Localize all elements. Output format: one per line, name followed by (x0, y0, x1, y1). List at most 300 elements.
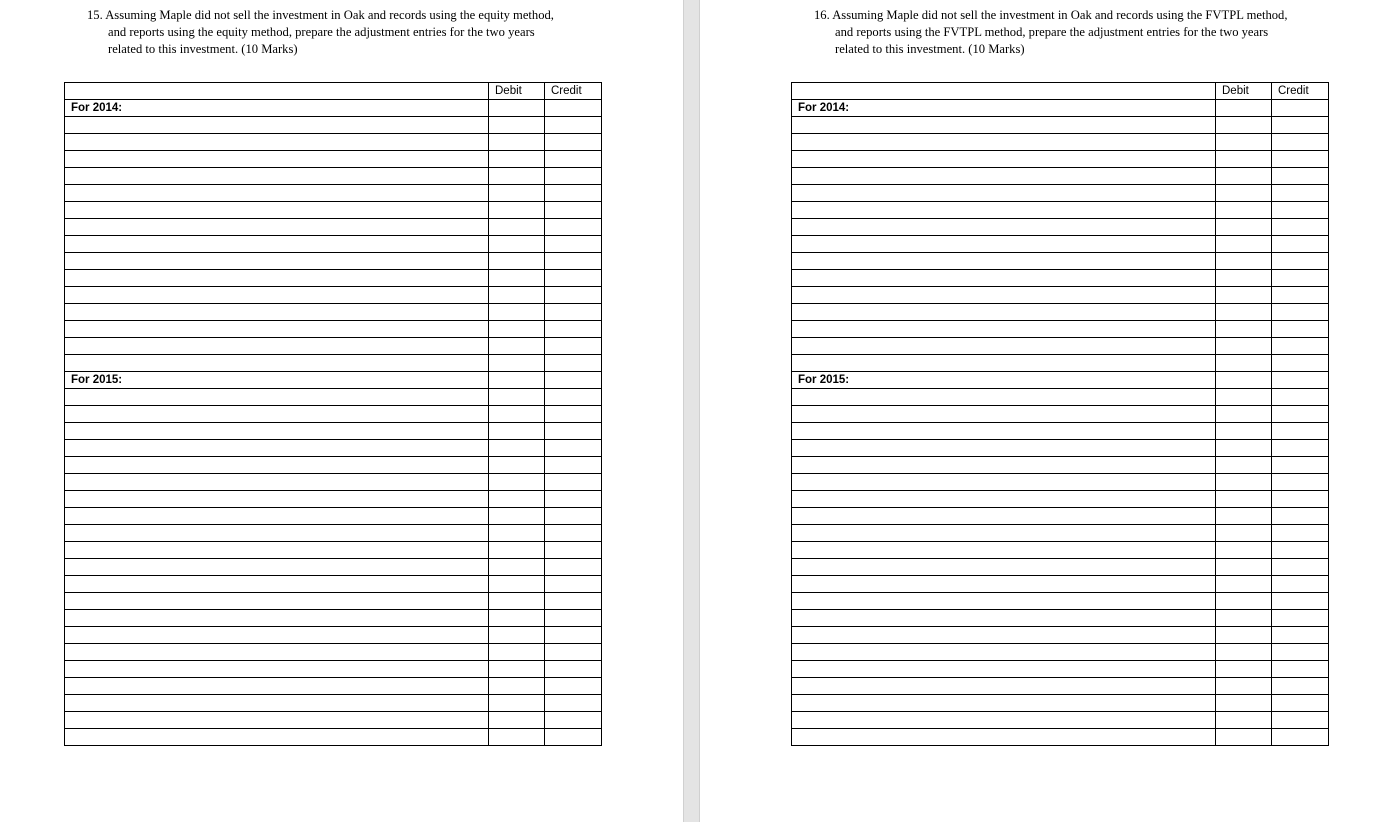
page-gutter (683, 0, 700, 822)
description-cell (792, 712, 1216, 729)
description-cell (65, 661, 489, 678)
credit-cell (1272, 423, 1329, 440)
table-row (65, 576, 602, 593)
debit-cell (1216, 355, 1272, 372)
table-row (792, 406, 1329, 423)
debit-cell (489, 219, 545, 236)
description-cell (792, 508, 1216, 525)
description-cell (792, 576, 1216, 593)
table-row (65, 542, 602, 559)
table-row (65, 134, 602, 151)
debit-cell (489, 423, 545, 440)
description-cell (792, 287, 1216, 304)
table-row (65, 253, 602, 270)
debit-cell (1216, 695, 1272, 712)
table-row (792, 661, 1329, 678)
debit-cell (1216, 542, 1272, 559)
table-row (65, 457, 602, 474)
debit-header: Debit (1216, 83, 1272, 100)
table-row (65, 610, 602, 627)
credit-cell (545, 355, 602, 372)
journal-entry-table-equity (64, 82, 602, 746)
credit-cell (1272, 593, 1329, 610)
debit-cell (1216, 593, 1272, 610)
question-line: related to this investment. (10 Marks) (108, 42, 298, 56)
debit-cell (489, 627, 545, 644)
credit-cell (545, 372, 602, 389)
table-row (792, 321, 1329, 338)
credit-cell (1272, 134, 1329, 151)
credit-cell (1272, 525, 1329, 542)
debit-cell (489, 457, 545, 474)
debit-cell (1216, 491, 1272, 508)
table-row (65, 202, 602, 219)
question-line: and reports using the equity method, prepare the adjustment entries for the two years (108, 25, 535, 39)
description-cell (65, 338, 489, 355)
credit-cell (1272, 610, 1329, 627)
description-cell (65, 440, 489, 457)
table-row (792, 287, 1329, 304)
description-cell (792, 559, 1216, 576)
credit-cell (1272, 627, 1329, 644)
debit-cell (489, 134, 545, 151)
description-cell (65, 406, 489, 423)
credit-cell (1272, 729, 1329, 746)
credit-cell (545, 321, 602, 338)
debit-cell (489, 338, 545, 355)
description-cell (792, 661, 1216, 678)
debit-header: Debit (489, 83, 545, 100)
description-cell (792, 117, 1216, 134)
description-cell (792, 729, 1216, 746)
credit-cell (545, 151, 602, 168)
debit-cell (1216, 100, 1272, 117)
table-header-row (792, 83, 1329, 100)
debit-cell (489, 695, 545, 712)
description-cell (792, 440, 1216, 457)
debit-cell (1216, 440, 1272, 457)
credit-cell (1272, 270, 1329, 287)
credit-cell (545, 593, 602, 610)
description-cell (65, 474, 489, 491)
table-row (792, 219, 1329, 236)
debit-cell (489, 440, 545, 457)
description-cell (792, 134, 1216, 151)
description-cell (65, 355, 489, 372)
description-cell (65, 644, 489, 661)
table-row (65, 661, 602, 678)
description-cell (65, 525, 489, 542)
debit-cell (489, 287, 545, 304)
credit-cell (1272, 508, 1329, 525)
description-cell (65, 542, 489, 559)
debit-cell (1216, 372, 1272, 389)
description-cell (792, 321, 1216, 338)
table-row (65, 372, 602, 389)
credit-cell (1272, 712, 1329, 729)
description-cell (65, 219, 489, 236)
credit-cell (545, 661, 602, 678)
debit-cell (489, 491, 545, 508)
table-row (792, 168, 1329, 185)
table-row (792, 134, 1329, 151)
table-row (65, 321, 602, 338)
table-row (65, 304, 602, 321)
table-row (792, 270, 1329, 287)
year-2014-label: For 2014: (65, 100, 489, 117)
debit-cell (1216, 287, 1272, 304)
table-row (65, 695, 602, 712)
credit-cell (1272, 355, 1329, 372)
credit-cell (545, 712, 602, 729)
credit-cell (1272, 389, 1329, 406)
credit-cell (1272, 338, 1329, 355)
table-row (65, 270, 602, 287)
table-row (792, 100, 1329, 117)
debit-cell (489, 610, 545, 627)
table-row (792, 508, 1329, 525)
debit-cell (1216, 236, 1272, 253)
debit-cell (489, 185, 545, 202)
description-cell (65, 508, 489, 525)
table-row (65, 440, 602, 457)
description-cell (792, 304, 1216, 321)
description-header-cell (792, 83, 1216, 100)
description-cell (792, 678, 1216, 695)
debit-cell (489, 474, 545, 491)
description-cell (792, 525, 1216, 542)
debit-cell (489, 151, 545, 168)
table-row (65, 389, 602, 406)
credit-cell (1272, 678, 1329, 695)
credit-cell (545, 423, 602, 440)
description-cell (792, 389, 1216, 406)
debit-cell (489, 389, 545, 406)
debit-cell (1216, 117, 1272, 134)
debit-cell (1216, 321, 1272, 338)
table-row (65, 287, 602, 304)
description-cell (65, 151, 489, 168)
debit-cell (1216, 151, 1272, 168)
description-cell (65, 117, 489, 134)
credit-cell (545, 627, 602, 644)
debit-cell (1216, 406, 1272, 423)
debit-cell (489, 406, 545, 423)
debit-cell (489, 372, 545, 389)
table-row (792, 627, 1329, 644)
table-row (65, 185, 602, 202)
credit-cell (1272, 185, 1329, 202)
description-cell (792, 168, 1216, 185)
credit-cell (545, 287, 602, 304)
credit-cell (1272, 117, 1329, 134)
table-row (792, 610, 1329, 627)
description-cell (65, 304, 489, 321)
debit-cell (1216, 423, 1272, 440)
description-cell (792, 423, 1216, 440)
year-2014-label: For 2014: (792, 100, 1216, 117)
table-row (65, 236, 602, 253)
description-cell (65, 695, 489, 712)
table-row (792, 474, 1329, 491)
debit-cell (1216, 610, 1272, 627)
description-cell (65, 202, 489, 219)
table-row (65, 151, 602, 168)
journal-entry-table-fvtpl (791, 82, 1329, 746)
table-header-row (65, 83, 602, 100)
debit-cell (489, 270, 545, 287)
debit-cell (489, 525, 545, 542)
question-line: related to this investment. (10 Marks) (835, 42, 1025, 56)
table-row (792, 695, 1329, 712)
description-cell (65, 287, 489, 304)
table-row (792, 440, 1329, 457)
table-row (792, 525, 1329, 542)
debit-cell (1216, 508, 1272, 525)
question-15 (87, 7, 554, 58)
credit-cell (1272, 661, 1329, 678)
credit-cell (545, 338, 602, 355)
table-row (792, 338, 1329, 355)
description-cell (792, 355, 1216, 372)
debit-cell (489, 712, 545, 729)
description-cell (792, 593, 1216, 610)
credit-cell (545, 457, 602, 474)
table-row (792, 372, 1329, 389)
description-cell (792, 542, 1216, 559)
debit-cell (489, 542, 545, 559)
debit-cell (1216, 559, 1272, 576)
question-line: and reports using the FVTPL method, prepare the adjustment entries for the two years (835, 25, 1269, 39)
description-cell (792, 202, 1216, 219)
credit-cell (545, 559, 602, 576)
description-cell (792, 474, 1216, 491)
description-cell (792, 236, 1216, 253)
table-row (65, 355, 602, 372)
credit-cell (1272, 219, 1329, 236)
description-cell (65, 610, 489, 627)
debit-cell (489, 100, 545, 117)
debit-cell (489, 508, 545, 525)
credit-cell (1272, 695, 1329, 712)
debit-cell (489, 559, 545, 576)
credit-cell (1272, 372, 1329, 389)
table-row (792, 236, 1329, 253)
credit-cell (1272, 406, 1329, 423)
description-cell (792, 185, 1216, 202)
question-16 (814, 7, 1288, 58)
table-row (792, 644, 1329, 661)
table-row (792, 185, 1329, 202)
credit-cell (545, 644, 602, 661)
table-row (65, 712, 602, 729)
credit-cell (545, 491, 602, 508)
table-row (65, 644, 602, 661)
credit-cell (545, 304, 602, 321)
table-row (792, 491, 1329, 508)
year-2015-label: For 2015: (65, 372, 489, 389)
table-row (65, 678, 602, 695)
credit-cell (1272, 100, 1329, 117)
description-cell (792, 270, 1216, 287)
debit-cell (489, 168, 545, 185)
debit-cell (489, 644, 545, 661)
debit-cell (1216, 338, 1272, 355)
table-row (65, 117, 602, 134)
table-row (792, 355, 1329, 372)
credit-cell (545, 100, 602, 117)
debit-cell (1216, 389, 1272, 406)
description-cell (65, 627, 489, 644)
right-page (700, 0, 1373, 822)
credit-cell (1272, 304, 1329, 321)
table-row (792, 389, 1329, 406)
description-cell (792, 627, 1216, 644)
credit-cell (545, 117, 602, 134)
description-header-cell (65, 83, 489, 100)
description-cell (65, 185, 489, 202)
table-row (65, 219, 602, 236)
table-row (65, 729, 602, 746)
credit-cell (1272, 559, 1329, 576)
description-cell (792, 491, 1216, 508)
debit-cell (1216, 627, 1272, 644)
year-2015-label: For 2015: (792, 372, 1216, 389)
description-cell (792, 151, 1216, 168)
credit-cell (1272, 474, 1329, 491)
credit-cell (1272, 440, 1329, 457)
description-cell (792, 253, 1216, 270)
debit-cell (489, 729, 545, 746)
credit-cell (545, 389, 602, 406)
description-cell (65, 389, 489, 406)
table-row (65, 559, 602, 576)
description-cell (65, 236, 489, 253)
credit-cell (545, 440, 602, 457)
description-cell (65, 491, 489, 508)
table-row (65, 491, 602, 508)
description-cell (65, 423, 489, 440)
credit-cell (545, 134, 602, 151)
table-row (792, 542, 1329, 559)
debit-cell (1216, 202, 1272, 219)
credit-cell (545, 168, 602, 185)
credit-cell (545, 474, 602, 491)
description-cell (792, 406, 1216, 423)
description-cell (65, 253, 489, 270)
debit-cell (1216, 525, 1272, 542)
table-row (65, 423, 602, 440)
debit-cell (489, 593, 545, 610)
description-cell (65, 559, 489, 576)
debit-cell (489, 253, 545, 270)
credit-cell (545, 508, 602, 525)
debit-cell (1216, 644, 1272, 661)
description-cell (792, 338, 1216, 355)
table-row (65, 525, 602, 542)
debit-cell (489, 202, 545, 219)
description-cell (792, 695, 1216, 712)
credit-cell (1272, 236, 1329, 253)
table-row (792, 304, 1329, 321)
description-cell (65, 168, 489, 185)
description-cell (792, 457, 1216, 474)
debit-cell (1216, 185, 1272, 202)
debit-cell (1216, 134, 1272, 151)
credit-cell (1272, 491, 1329, 508)
credit-cell (1272, 253, 1329, 270)
credit-cell (545, 236, 602, 253)
debit-cell (489, 117, 545, 134)
debit-cell (1216, 678, 1272, 695)
table-row (792, 712, 1329, 729)
debit-cell (1216, 457, 1272, 474)
credit-cell (545, 270, 602, 287)
description-cell (65, 321, 489, 338)
description-cell (65, 678, 489, 695)
credit-cell (545, 678, 602, 695)
debit-cell (1216, 253, 1272, 270)
debit-cell (489, 304, 545, 321)
credit-cell (545, 729, 602, 746)
credit-cell (1272, 321, 1329, 338)
question-line: 15. Assuming Maple did not sell the investment in Oak and records using the equity method, (87, 8, 554, 22)
table-row (65, 406, 602, 423)
table-row (65, 508, 602, 525)
debit-cell (1216, 304, 1272, 321)
debit-cell (489, 236, 545, 253)
table-row (792, 576, 1329, 593)
table-row (65, 338, 602, 355)
debit-cell (489, 576, 545, 593)
description-cell (792, 644, 1216, 661)
debit-cell (489, 661, 545, 678)
description-cell (65, 576, 489, 593)
debit-cell (1216, 219, 1272, 236)
credit-cell (545, 202, 602, 219)
table-row (65, 474, 602, 491)
table-row (792, 559, 1329, 576)
credit-cell (545, 525, 602, 542)
credit-cell (545, 219, 602, 236)
credit-cell (1272, 287, 1329, 304)
credit-cell (1272, 168, 1329, 185)
credit-cell (545, 406, 602, 423)
description-cell (65, 270, 489, 287)
debit-cell (1216, 661, 1272, 678)
table-row (792, 202, 1329, 219)
debit-cell (1216, 729, 1272, 746)
credit-cell (1272, 542, 1329, 559)
credit-cell (545, 695, 602, 712)
credit-cell (545, 610, 602, 627)
table-row (792, 253, 1329, 270)
table-row (792, 457, 1329, 474)
debit-cell (1216, 270, 1272, 287)
credit-cell (1272, 151, 1329, 168)
table-row (792, 117, 1329, 134)
credit-cell (545, 253, 602, 270)
table-row (792, 729, 1329, 746)
credit-header: Credit (545, 83, 602, 100)
table-row (792, 593, 1329, 610)
debit-cell (489, 321, 545, 338)
description-cell (65, 134, 489, 151)
credit-cell (545, 576, 602, 593)
credit-cell (1272, 644, 1329, 661)
description-cell (65, 729, 489, 746)
description-cell (65, 457, 489, 474)
